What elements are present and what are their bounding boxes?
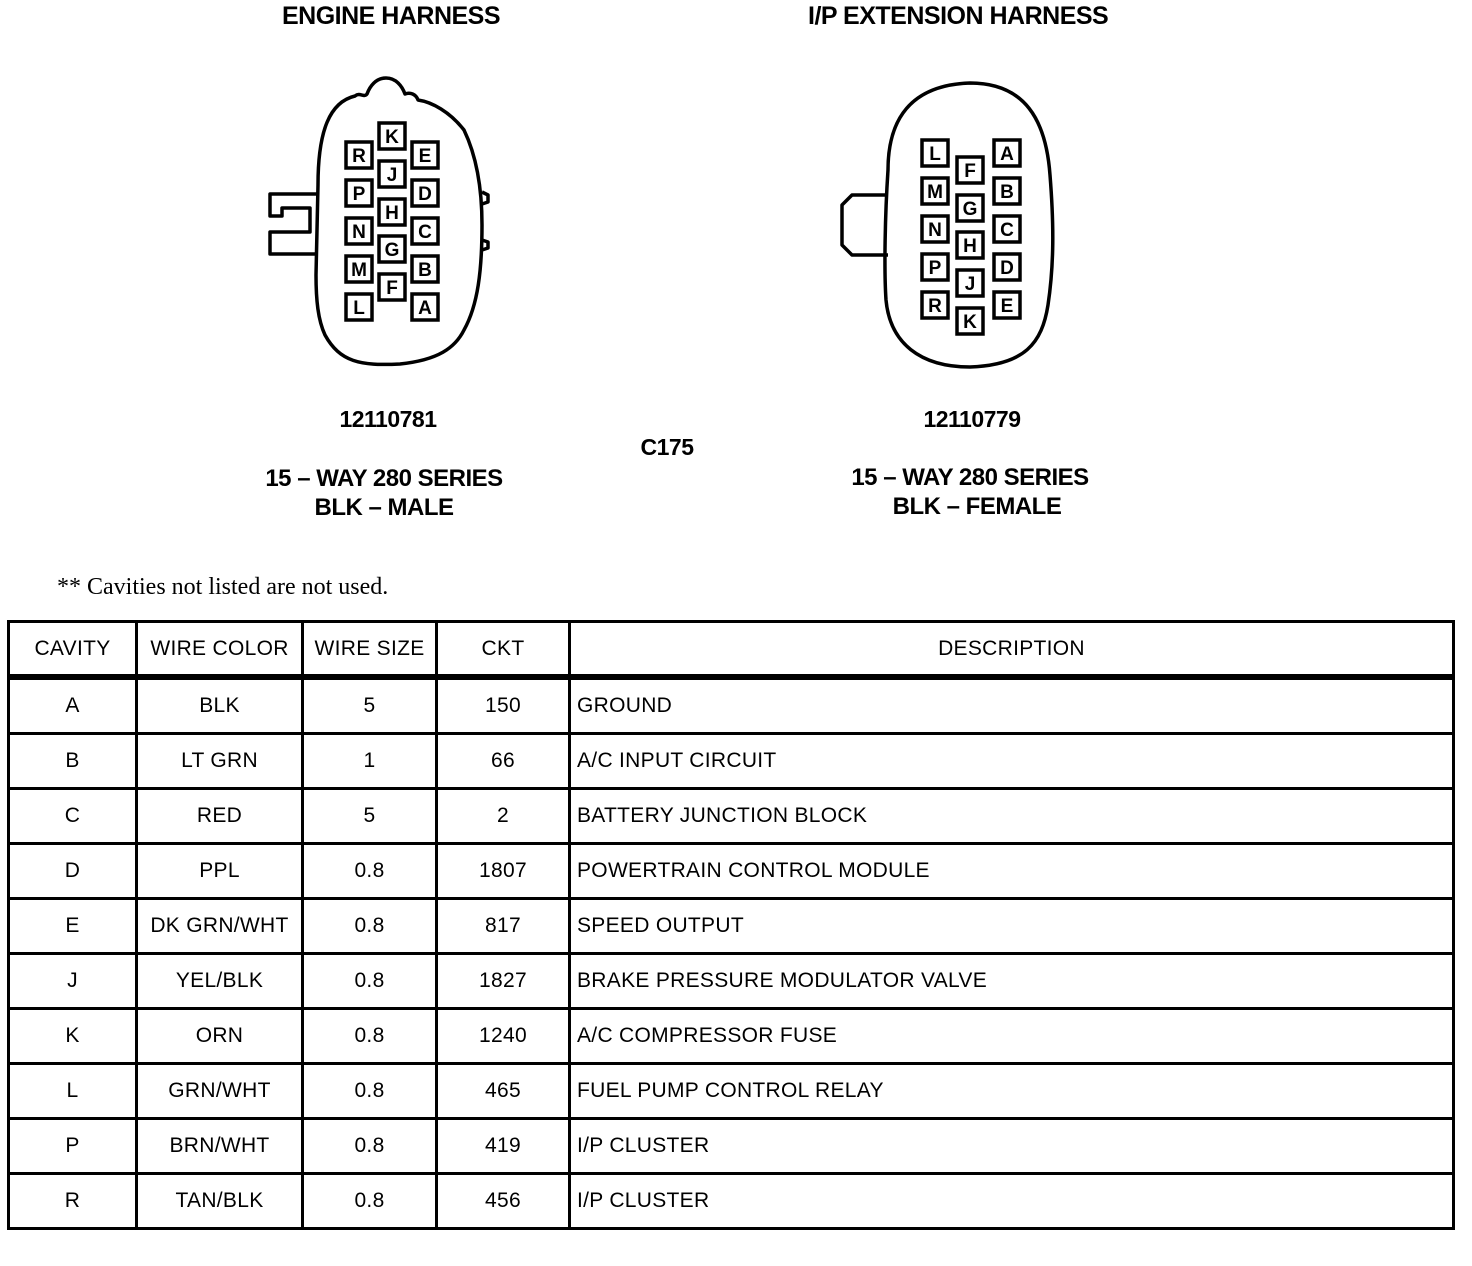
cell-cavity: D xyxy=(9,844,137,899)
pin-label: J xyxy=(386,165,398,186)
cell-description: I/P CLUSTER xyxy=(570,1174,1454,1229)
cell-wire-color: GRN/WHT xyxy=(137,1064,303,1119)
cell-wire-size: 5 xyxy=(303,677,437,734)
pin-label: F xyxy=(964,161,976,182)
cell-cavity: B xyxy=(9,734,137,789)
pin-R xyxy=(922,292,948,318)
engine-pin-grid xyxy=(346,123,438,320)
engine-harness-part-number: 12110781 xyxy=(339,406,437,432)
cell-ckt: 456 xyxy=(437,1174,570,1229)
header-wire-size: WIRE SIZE xyxy=(303,622,437,678)
pin-H xyxy=(957,232,983,258)
pin-D xyxy=(412,180,438,206)
pin-label: R xyxy=(352,146,366,167)
connector-id: C175 xyxy=(640,434,694,460)
cell-ckt: 150 xyxy=(437,677,570,734)
engine-harness-title: ENGINE HARNESS xyxy=(282,2,501,30)
pinout-table xyxy=(7,620,1455,1230)
pin-label: K xyxy=(385,127,399,148)
table-row xyxy=(9,844,1454,899)
pin-label: B xyxy=(418,260,432,281)
header-ckt: CKT xyxy=(437,622,570,678)
pin-B xyxy=(994,178,1020,204)
table-row xyxy=(9,1174,1454,1229)
cell-cavity: A xyxy=(9,677,137,734)
cell-ckt: 66 xyxy=(437,734,570,789)
cell-ckt: 465 xyxy=(437,1064,570,1119)
pin-label: P xyxy=(928,258,942,279)
pin-H xyxy=(379,199,405,225)
pin-B xyxy=(412,256,438,282)
cell-wire-size: 0.8 xyxy=(303,899,437,954)
header-description: DESCRIPTION xyxy=(570,622,1454,678)
table-row xyxy=(9,789,1454,844)
pin-label: C xyxy=(1000,220,1014,241)
pin-label: B xyxy=(1000,182,1014,203)
pin-A xyxy=(412,294,438,320)
header-cavity: CAVITY xyxy=(9,622,137,678)
cell-wire-color: RED xyxy=(137,789,303,844)
engine-harness-description xyxy=(214,464,554,522)
pin-label: R xyxy=(928,296,942,317)
ip-extension-connector-diagram xyxy=(830,75,1070,375)
pin-C xyxy=(412,218,438,244)
cell-description: SPEED OUTPUT xyxy=(570,899,1454,954)
cell-ckt: 2 xyxy=(437,789,570,844)
table-row xyxy=(9,677,1454,734)
cell-cavity: C xyxy=(9,789,137,844)
cell-description: POWERTRAIN CONTROL MODULE xyxy=(570,844,1454,899)
pin-N xyxy=(346,218,372,244)
pin-label: C xyxy=(418,222,432,243)
connector-latch-outline xyxy=(842,195,888,255)
table-header-row xyxy=(9,622,1454,678)
ip-extension-part-number: 12110779 xyxy=(923,406,1021,432)
pin-E xyxy=(994,292,1020,318)
ip-extension-description xyxy=(800,463,1140,521)
pin-F xyxy=(379,274,405,300)
cell-wire-color: LT GRN xyxy=(137,734,303,789)
cell-cavity: R xyxy=(9,1174,137,1229)
pin-label: G xyxy=(384,240,400,261)
cell-ckt: 419 xyxy=(437,1119,570,1174)
engine-harness-connector-diagram xyxy=(260,70,500,380)
pin-A xyxy=(994,140,1020,166)
pin-J xyxy=(379,161,405,187)
pin-F xyxy=(957,157,983,183)
pin-C xyxy=(994,216,1020,242)
table-row xyxy=(9,954,1454,1009)
table-row xyxy=(9,1064,1454,1119)
pin-M xyxy=(346,256,372,282)
connector-latch-outline xyxy=(270,194,318,254)
pin-label: L xyxy=(929,144,941,165)
pin-J xyxy=(957,270,983,296)
pin-label: N xyxy=(352,222,366,243)
table-row xyxy=(9,1119,1454,1174)
cell-wire-color: BRN/WHT xyxy=(137,1119,303,1174)
cell-wire-size: 0.8 xyxy=(303,1119,437,1174)
pin-label: F xyxy=(386,278,398,299)
cell-wire-size: 0.8 xyxy=(303,954,437,1009)
pin-label: G xyxy=(962,199,978,220)
cell-wire-size: 0.8 xyxy=(303,844,437,899)
table-row xyxy=(9,899,1454,954)
cell-wire-size: 1 xyxy=(303,734,437,789)
cell-description: GROUND xyxy=(570,677,1454,734)
cell-description: BRAKE PRESSURE MODULATOR VALVE xyxy=(570,954,1454,1009)
cell-ckt: 1240 xyxy=(437,1009,570,1064)
ip-extension-harness-title: I/P EXTENSION HARNESS xyxy=(808,2,1109,30)
pin-label: L xyxy=(353,298,365,319)
cell-cavity: E xyxy=(9,899,137,954)
pin-R xyxy=(346,142,372,168)
cell-ckt: 1807 xyxy=(437,844,570,899)
pin-label: P xyxy=(352,184,366,205)
header-wire-color: WIRE COLOR xyxy=(137,622,303,678)
unused-cavities-note: ** Cavities not listed are not used. xyxy=(57,574,389,600)
cell-wire-size: 5 xyxy=(303,789,437,844)
pin-label: A xyxy=(418,298,432,319)
ip-extension-gender: BLK – FEMALE xyxy=(892,493,1062,520)
cell-cavity: J xyxy=(9,954,137,1009)
pin-label: E xyxy=(418,146,432,167)
ip-extension-series: 15 – WAY 280 SERIES xyxy=(851,464,1089,491)
cell-wire-size: 0.8 xyxy=(303,1174,437,1229)
pin-P xyxy=(922,254,948,280)
cell-wire-color: YEL/BLK xyxy=(137,954,303,1009)
cell-cavity: L xyxy=(9,1064,137,1119)
pin-L xyxy=(346,294,372,320)
cell-wire-size: 0.8 xyxy=(303,1064,437,1119)
pin-K xyxy=(379,123,405,149)
cell-cavity: K xyxy=(9,1009,137,1064)
cell-description: FUEL PUMP CONTROL RELAY xyxy=(570,1064,1454,1119)
pin-P xyxy=(346,180,372,206)
cell-cavity: P xyxy=(9,1119,137,1174)
pin-D xyxy=(994,254,1020,280)
cell-wire-color: TAN/BLK xyxy=(137,1174,303,1229)
pin-L xyxy=(922,140,948,166)
engine-harness-series: 15 – WAY 280 SERIES xyxy=(265,465,503,492)
pin-label: D xyxy=(1000,258,1014,279)
pin-M xyxy=(922,178,948,204)
pin-G xyxy=(379,236,405,262)
cell-description: BATTERY JUNCTION BLOCK xyxy=(570,789,1454,844)
pin-label: K xyxy=(963,312,977,333)
cell-wire-color: PPL xyxy=(137,844,303,899)
pin-label: N xyxy=(928,220,942,241)
engine-harness-gender: BLK – MALE xyxy=(314,494,454,521)
cell-wire-color: ORN xyxy=(137,1009,303,1064)
pin-label: H xyxy=(385,203,399,224)
cell-ckt: 1827 xyxy=(437,954,570,1009)
ip-pin-grid xyxy=(922,140,1020,334)
pin-G xyxy=(957,195,983,221)
cell-description: I/P CLUSTER xyxy=(570,1119,1454,1174)
pin-N xyxy=(922,216,948,242)
pin-label: J xyxy=(964,274,976,295)
cell-description: A/C COMPRESSOR FUSE xyxy=(570,1009,1454,1064)
cell-description: A/C INPUT CIRCUIT xyxy=(570,734,1454,789)
pin-label: E xyxy=(1000,296,1014,317)
pin-label: D xyxy=(418,184,432,205)
cell-ckt: 817 xyxy=(437,899,570,954)
table-row xyxy=(9,734,1454,789)
pin-label: M xyxy=(351,260,367,281)
pin-label: H xyxy=(963,236,977,257)
pin-label: A xyxy=(1000,144,1014,165)
table-row xyxy=(9,1009,1454,1064)
pin-E xyxy=(412,142,438,168)
cell-wire-color: BLK xyxy=(137,677,303,734)
pin-label: M xyxy=(927,182,943,203)
cell-wire-color: DK GRN/WHT xyxy=(137,899,303,954)
pin-K xyxy=(957,308,983,334)
cell-wire-size: 0.8 xyxy=(303,1009,437,1064)
